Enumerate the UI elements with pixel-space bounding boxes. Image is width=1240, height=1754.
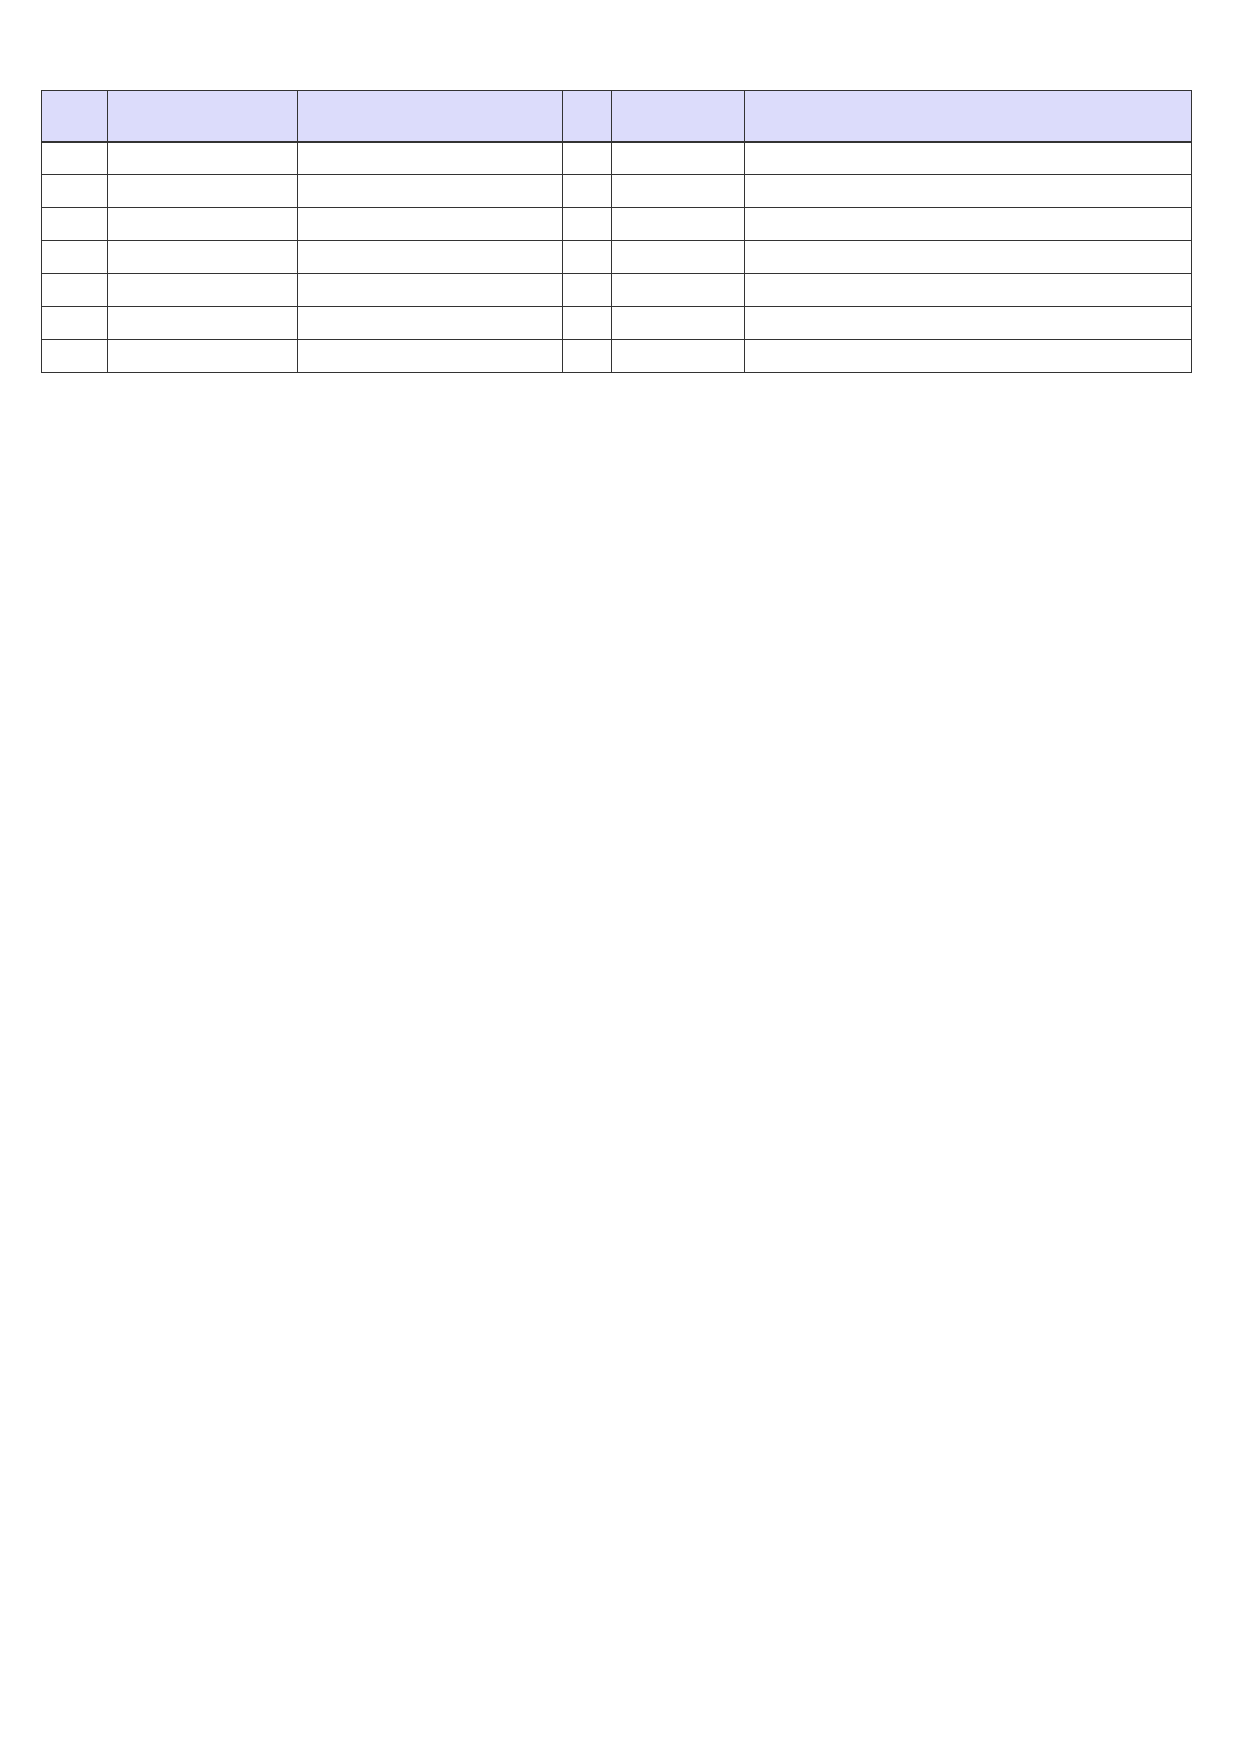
table-cell xyxy=(298,142,563,175)
note-line xyxy=(48,446,1188,471)
table-cell xyxy=(612,241,745,274)
table-cell xyxy=(612,340,745,373)
table-cell xyxy=(563,274,612,307)
table-cell xyxy=(108,142,298,175)
table-cell xyxy=(42,307,108,340)
note-line xyxy=(48,421,1188,446)
table-header-cell xyxy=(42,91,108,142)
table-cell xyxy=(612,142,745,175)
table-cell xyxy=(563,307,612,340)
table-cell xyxy=(745,307,1192,340)
table-cell xyxy=(745,208,1192,241)
table-cell xyxy=(108,274,298,307)
table-cell xyxy=(612,274,745,307)
table-header-cell xyxy=(612,91,745,142)
table-row xyxy=(42,241,1192,274)
table-cell xyxy=(563,241,612,274)
notes-section xyxy=(48,396,1188,594)
note-line xyxy=(48,570,1188,595)
table-row xyxy=(42,208,1192,241)
table-cell xyxy=(745,175,1192,208)
note-line xyxy=(48,545,1188,570)
note-line xyxy=(48,396,1188,421)
document-title xyxy=(48,38,1188,66)
table-cell xyxy=(563,208,612,241)
table-cell xyxy=(298,208,563,241)
table-cell xyxy=(108,307,298,340)
table-row xyxy=(42,142,1192,175)
table-cell xyxy=(108,208,298,241)
table-cell xyxy=(563,175,612,208)
table-cell xyxy=(42,208,108,241)
table-cell xyxy=(298,175,563,208)
page-number xyxy=(1192,16,1214,38)
table-cell xyxy=(108,175,298,208)
table-row xyxy=(42,274,1192,307)
table-row xyxy=(42,340,1192,373)
note-line xyxy=(48,470,1188,495)
table-cell xyxy=(612,307,745,340)
page-footer xyxy=(48,1688,1188,1712)
table-header-cell xyxy=(108,91,298,142)
table-row xyxy=(42,175,1192,208)
table-cell xyxy=(745,274,1192,307)
table-header-cell xyxy=(745,91,1192,142)
table-header-cell xyxy=(298,91,563,142)
table-cell xyxy=(612,175,745,208)
table-cell xyxy=(298,340,563,373)
table-header-cell xyxy=(563,91,612,142)
table-cell xyxy=(298,241,563,274)
table-cell xyxy=(108,340,298,373)
table-cell xyxy=(42,175,108,208)
note-line xyxy=(48,495,1188,520)
table-cell xyxy=(42,340,108,373)
table-header-row xyxy=(42,91,1192,142)
table-cell xyxy=(108,241,298,274)
table-cell xyxy=(563,142,612,175)
table-cell xyxy=(42,241,108,274)
note-line xyxy=(48,520,1188,545)
data-table xyxy=(41,90,1192,373)
table-cell xyxy=(612,208,745,241)
table-cell xyxy=(745,241,1192,274)
table-cell xyxy=(745,142,1192,175)
table-cell xyxy=(298,307,563,340)
table-cell xyxy=(298,274,563,307)
table-cell xyxy=(563,340,612,373)
table-cell xyxy=(42,142,108,175)
table-row xyxy=(42,307,1192,340)
table-cell xyxy=(42,274,108,307)
table-cell xyxy=(745,340,1192,373)
